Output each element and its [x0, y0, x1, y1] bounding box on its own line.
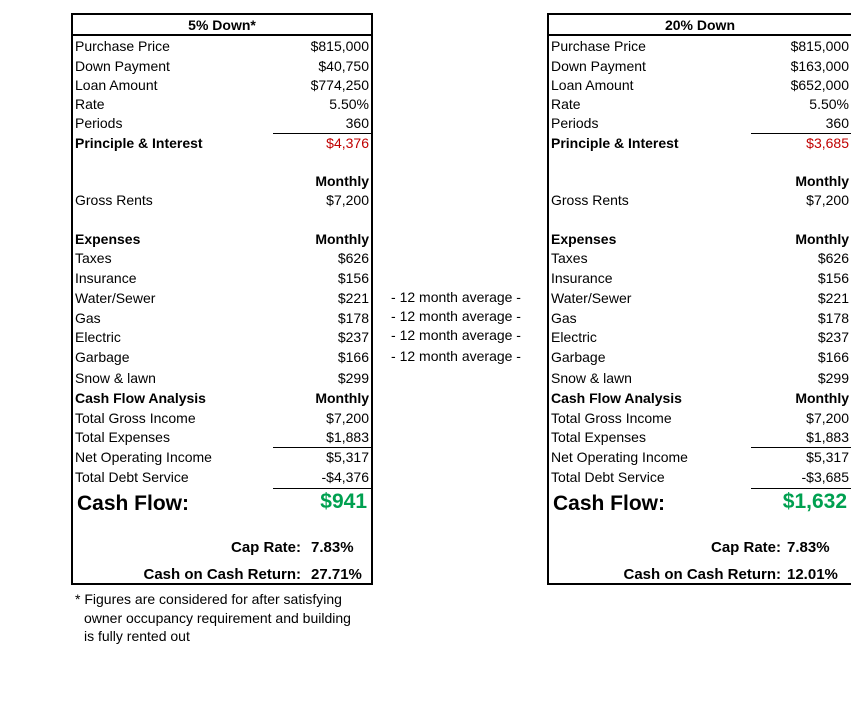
row-label: Total Expenses — [75, 429, 170, 445]
row-value: $178 — [337, 310, 369, 326]
row-label: Purchase Price — [75, 38, 170, 54]
row-value: $7,200 — [806, 410, 849, 426]
row-label: Electric — [75, 329, 121, 345]
row-label: Down Payment — [551, 58, 646, 74]
row-label: Loan Amount — [551, 77, 634, 93]
expenses-header-row — [551, 230, 849, 249]
net-operating-income-row — [551, 448, 849, 467]
loan-amount-row — [551, 76, 849, 95]
panel-title: 20% Down — [549, 15, 851, 36]
row-value: $166 — [817, 349, 849, 365]
row-label: Garbage — [75, 349, 130, 365]
cash-flow-row — [77, 490, 369, 522]
row-label: Taxes — [75, 250, 112, 266]
expense-row — [75, 369, 369, 388]
row-value: $237 — [337, 329, 369, 345]
row-value: $221 — [337, 290, 369, 306]
row-label: Total Gross Income — [75, 410, 196, 426]
footnote — [75, 590, 385, 646]
row-value: $178 — [817, 310, 849, 326]
down-payment-row — [551, 57, 849, 76]
row-value: $652,000 — [790, 77, 849, 93]
row-label: Total Expenses — [551, 429, 646, 445]
panel-title: 5% Down* — [73, 15, 371, 36]
expense-row — [551, 269, 849, 288]
row-value: $4,376 — [326, 135, 369, 151]
periods-row — [75, 114, 369, 133]
divider — [751, 488, 851, 489]
row-value: $815,000 — [790, 38, 849, 54]
column-header: Monthly — [795, 231, 849, 247]
net-operating-income-row — [75, 448, 369, 467]
row-value: 360 — [345, 115, 369, 131]
loan-amount-row — [75, 76, 369, 95]
cap-rate-label: Cap Rate: — [710, 539, 781, 556]
cash-flow-analysis-header-row — [75, 389, 369, 408]
row-label: Water/Sewer — [551, 290, 632, 306]
row-label: Taxes — [551, 250, 588, 266]
total-expenses-row — [75, 428, 369, 447]
row-label: Gross Rents — [75, 192, 153, 208]
column-header: Monthly — [315, 231, 369, 247]
row-label: Net Operating Income — [551, 449, 688, 465]
cash-flow-row — [553, 490, 849, 522]
cash-on-cash-row — [549, 565, 851, 585]
row-label: Gas — [551, 310, 577, 326]
section-heading: Expenses — [551, 231, 617, 247]
cap-rate-value: 7.83% — [311, 539, 354, 556]
gross-rents-row — [551, 191, 849, 210]
row-label: Down Payment — [75, 58, 170, 74]
row-value: -$3,685 — [801, 469, 849, 485]
expense-row — [551, 309, 849, 328]
total-gross-income-row — [75, 409, 369, 428]
row-value: $163,000 — [790, 58, 849, 74]
row-value: $3,685 — [806, 135, 849, 151]
expense-row — [551, 348, 849, 367]
cash-on-cash-label: Cash on Cash Return: — [143, 566, 301, 583]
row-value: $1,883 — [806, 429, 849, 445]
row-label: Water/Sewer — [75, 290, 156, 306]
water-sewer-note: - 12 month average - — [391, 289, 521, 305]
section-heading: Expenses — [75, 231, 141, 247]
divider — [273, 488, 371, 489]
row-label: Principle & Interest — [75, 135, 203, 151]
row-label: Loan Amount — [75, 77, 158, 93]
expenses-header-row — [75, 230, 369, 249]
total-gross-income-row — [551, 409, 849, 428]
column-header: Monthly — [795, 173, 849, 189]
principle-interest-row — [551, 134, 849, 153]
income-header-row — [75, 172, 369, 191]
expense-row — [551, 328, 849, 347]
expense-row — [75, 289, 369, 308]
periods-row — [551, 114, 849, 133]
electric-note: - 12 month average - — [391, 327, 521, 343]
expense-row — [551, 369, 849, 388]
row-label: Net Operating Income — [75, 449, 212, 465]
scenario-panel-5-percent — [71, 13, 373, 585]
cash-flow-value: $941 — [320, 490, 367, 513]
garbage-note: - 12 month average - — [391, 348, 521, 364]
cash-on-cash-row — [73, 565, 371, 585]
row-label: Gross Rents — [551, 192, 629, 208]
purchase-price-row — [551, 37, 849, 56]
section-heading: Cash Flow Analysis — [75, 390, 206, 406]
footnote-line: is fully rented out — [84, 628, 190, 644]
row-label: Insurance — [551, 270, 613, 286]
cap-rate-label: Cap Rate: — [230, 539, 301, 556]
row-value: -$4,376 — [321, 469, 369, 485]
scenario-panel-20-percent — [547, 13, 851, 585]
row-label: Insurance — [75, 270, 137, 286]
total-debt-service-row — [551, 468, 849, 487]
principle-interest-row — [75, 134, 369, 153]
row-value: $156 — [817, 270, 849, 286]
row-label: Rate — [75, 96, 105, 112]
rate-row — [551, 95, 849, 114]
column-header: Monthly — [795, 390, 849, 406]
row-label: Total Gross Income — [551, 410, 672, 426]
row-label: Rate — [551, 96, 581, 112]
cash-on-cash-value: 12.01% — [787, 566, 838, 583]
section-heading: Cash Flow Analysis — [551, 390, 682, 406]
row-value: $299 — [817, 370, 849, 386]
gas-note: - 12 month average - — [391, 308, 521, 324]
cash-on-cash-label: Cash on Cash Return: — [623, 566, 781, 583]
row-value: $626 — [817, 250, 849, 266]
cash-on-cash-value: 27.71% — [311, 566, 362, 583]
row-value: $7,200 — [326, 410, 369, 426]
expense-row — [551, 249, 849, 268]
row-label: Principle & Interest — [551, 135, 679, 151]
income-header-row — [551, 172, 849, 191]
row-value: $166 — [337, 349, 369, 365]
total-expenses-row — [551, 428, 849, 447]
column-header: Monthly — [315, 390, 369, 406]
row-value: $815,000 — [310, 38, 369, 54]
cap-rate-row — [549, 538, 851, 558]
column-header: Monthly — [315, 173, 369, 189]
row-value: 360 — [825, 115, 849, 131]
row-value: $626 — [337, 250, 369, 266]
expense-row — [75, 348, 369, 367]
row-value: 5.50% — [329, 96, 369, 112]
row-value: $299 — [337, 370, 369, 386]
cap-rate-row — [73, 538, 371, 558]
cash-flow-value: $1,632 — [782, 490, 847, 513]
row-label: Total Debt Service — [75, 469, 189, 485]
cash-flow-label: Cash Flow: — [77, 492, 190, 515]
footnote-line: * Figures are considered for after satisfying — [75, 591, 342, 607]
gross-rents-row — [75, 191, 369, 210]
rate-row — [75, 95, 369, 114]
row-label: Total Debt Service — [551, 469, 665, 485]
cash-flow-label: Cash Flow: — [553, 492, 666, 515]
purchase-price-row — [75, 37, 369, 56]
row-value: $237 — [817, 329, 849, 345]
down-payment-row — [75, 57, 369, 76]
row-value: $7,200 — [806, 192, 849, 208]
total-debt-service-row — [75, 468, 369, 487]
expense-row — [75, 309, 369, 328]
expense-row — [75, 269, 369, 288]
row-label: Garbage — [551, 349, 606, 365]
row-label: Gas — [75, 310, 101, 326]
row-value: $156 — [337, 270, 369, 286]
row-value: $1,883 — [326, 429, 369, 445]
row-label: Periods — [551, 115, 599, 131]
cap-rate-value: 7.83% — [787, 539, 830, 556]
row-label: Periods — [75, 115, 123, 131]
footnote-line: owner occupancy requirement and building — [84, 609, 351, 626]
row-label: Snow & lawn — [75, 370, 156, 386]
row-value: $40,750 — [318, 58, 369, 74]
row-value: $774,250 — [310, 77, 369, 93]
row-label: Purchase Price — [551, 38, 646, 54]
expense-row — [75, 249, 369, 268]
cash-flow-analysis-header-row — [551, 389, 849, 408]
expense-row — [75, 328, 369, 347]
row-value: $5,317 — [806, 449, 849, 465]
row-value: $221 — [817, 290, 849, 306]
row-label: Electric — [551, 329, 597, 345]
row-value: 5.50% — [809, 96, 849, 112]
row-value: $7,200 — [326, 192, 369, 208]
row-value: $5,317 — [326, 449, 369, 465]
row-label: Snow & lawn — [551, 370, 632, 386]
expense-row — [551, 289, 849, 308]
